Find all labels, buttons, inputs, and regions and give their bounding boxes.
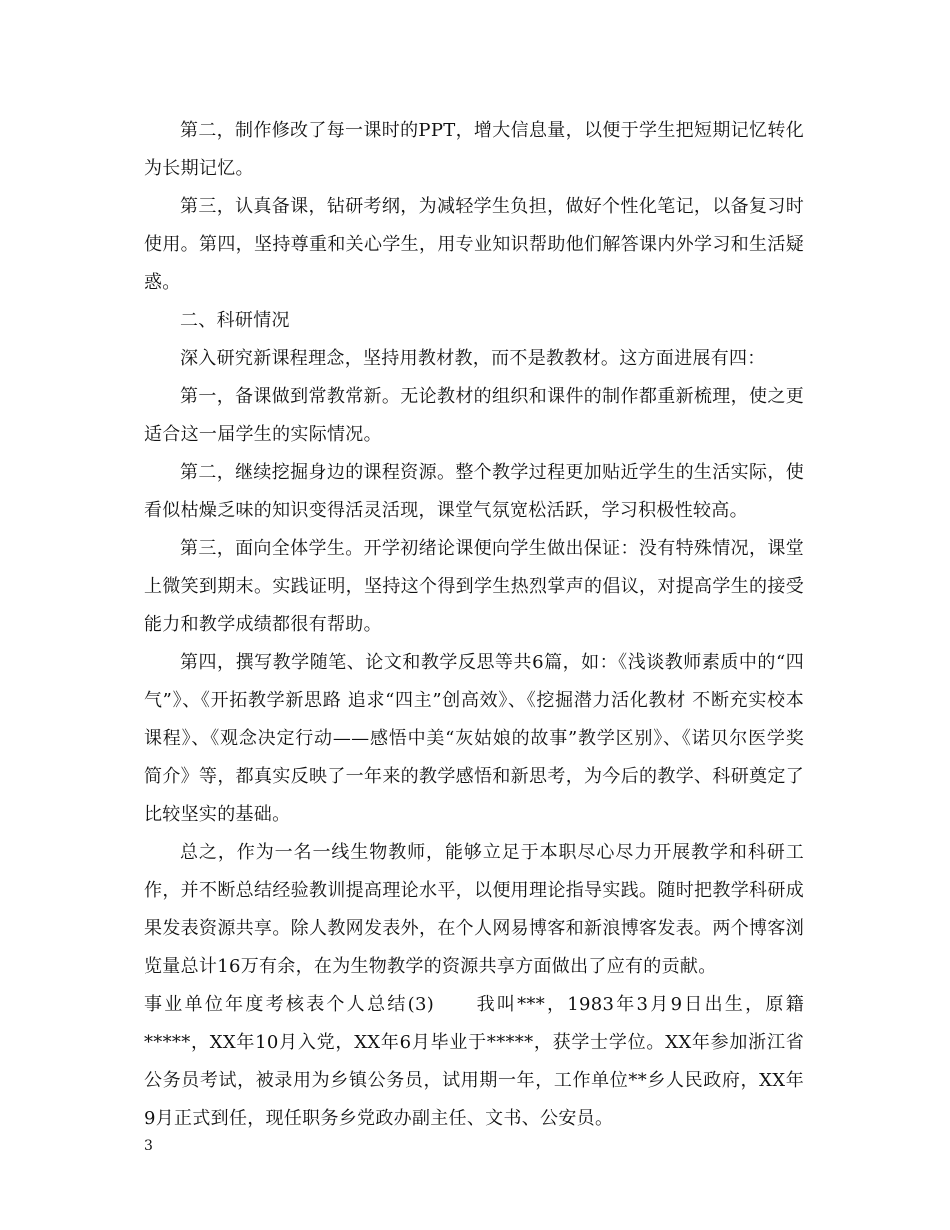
paragraph-point-four: 第四，撰写教学随笔、论文和教学反思等共6篇，如：《浅谈教师素质中的“四气”》、《开拓教学新思路 追求“四主”创高效》、《挖掘潜力活化教材 不断充实校本课程》、《观念决定行动——感悟中美“灰姑娘的故事”教学区别》、《诺贝尔医学奖简介》等，都真实反映了一年来的教学感悟和新思考，为今后的教学、科研奠定了比较坚实的基础。 (144, 652, 804, 825)
paragraph-personal-summary: 事业单位年度考核表个人总结(3) 我叫***，1983年3月9日出生，原籍*****，XX年10月入党，XX年6月毕业于*****，获学士学位。XX年参加浙江省公务员考试，被录用为乡镇公务员，试用期一年，工作单位**乡人民政府，XX年9月正式到任，现任职务乡党政办副主任、文书、公安员。 (144, 994, 804, 1129)
paragraph-lesson-prep: 第三，认真备课，钻研考纲，为减轻学生负担，做好个性化笔记，以备复习时使用。第四，坚持尊重和关心学生，用专业知识帮助他们解答课内外学习和生活疑惑。 (144, 196, 804, 293)
paragraph-point-two: 第二，继续挖掘身边的课程资源。整个教学过程更加贴近学生的生活实际，使看似枯燥乏味的知识变得活灵活现，课堂气氛宽松活跃，学习积极性较高。 (144, 462, 804, 521)
paragraph-point-three: 第三，面向全体学生。开学初绪论课便向学生做出保证：没有特殊情况，课堂上微笑到期末。实践证明，坚持这个得到学生热烈掌声的倡议，对提高学生的接受能力和教学成绩都很有帮助。 (144, 538, 804, 635)
document-body (144, 112, 804, 1138)
section-heading-research: 二、科研情况 (180, 310, 290, 331)
paragraph-point-one: 第一，备课做到常教常新。无论教材的组织和课件的制作都重新梳理，使之更适合这一届学生的实际情况。 (144, 386, 804, 445)
page-number: 3 (144, 1138, 153, 1154)
paragraph-ppt: 第二，制作修改了每一课时的PPT，增大信息量，以便于学生把短期记忆转化为长期记忆。 (144, 120, 804, 179)
paragraph-research-intro: 深入研究新课程理念，坚持用教材教，而不是教教材。这方面进展有四： (180, 348, 766, 369)
paragraph-summary: 总之，作为一名一线生物教师，能够立足于本职尽心尽力开展教学和科研工作，并不断总结经验教训提高理论水平，以便用理论指导实践。随时把教学科研成果发表资源共享。除人教网发表外，在个人网易博客和新浪博客发表。两个博客浏览量总计16万有余，在为生物教学的资源共享方面做出了应有的贡献。 (144, 842, 804, 977)
